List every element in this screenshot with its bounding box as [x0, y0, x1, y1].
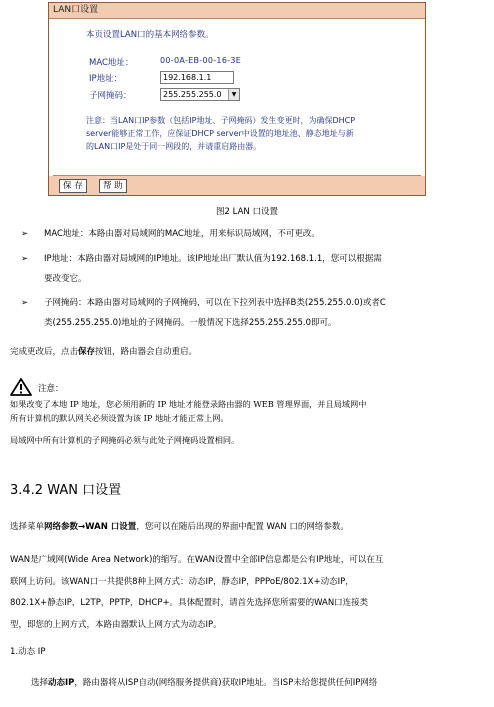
note-line: server能够正常工作，应保证DHCP server中设置的地址池、静态地址与新 [86, 129, 354, 138]
warning-line: 如果改变了本地 IP 地址，您必须用新的 IP 地址才能登录路由器的 WEB 管理界面，并且局域网中 [10, 399, 367, 409]
bold-text: 网络参数 [44, 522, 79, 532]
ip-label: IP地址： [89, 74, 123, 84]
warning-line: 所有计算机的默认网关必须设置为该 IP 地址才能正常上网。 [10, 412, 229, 423]
dynamic-ip-paragraph [31, 673, 491, 693]
bullet-mac [44, 224, 472, 244]
bullet-line: IP地址：本路由器对局域网的IP地址。该IP地址出厂默认值为192.168.1.1，您可以根据需 [44, 254, 382, 264]
bullet-line: 类(255.255.255.0)地址的子网掩码。一般情况下选择255.255.255.0即可。 [44, 318, 337, 328]
help-button[interactable]: 帮 助 [99, 179, 127, 193]
ip-address-input[interactable]: 192.168.1.1 [160, 71, 234, 84]
subnet-mask-label: 子网掩码： [89, 91, 132, 101]
text-span: 选择 [31, 678, 49, 688]
mac-value: 00-0A-EB-00-16-3E [160, 56, 242, 65]
warning-label: 注意： [38, 384, 64, 394]
arrow-text: → [78, 522, 86, 532]
wan-paragraph [10, 550, 480, 636]
bullet-marker: ➢ [21, 229, 29, 239]
text-span: ，路由器将从ISP自动(网络服务提供商)获取IP地址。当ISP未给您提供任何IP网络 [74, 678, 378, 688]
wan-line: 802.1X+静态IP，L2TP，PPTP，DHCP+。具体配置时，请首先选择您所需要的WAN口连接类 [10, 598, 369, 608]
text-span: ，您可以在随后出现的界面中配置 WAN 口的网络参数。 [136, 522, 349, 532]
save-button[interactable]: 保 存 [59, 179, 87, 193]
figure-caption: 图2 LAN 口设置 [216, 207, 278, 217]
bullet-line: 子网掩码：本路由器对局域网的子网掩码，可以在下拉列表中选择B类(255.255.0.0)或者C [44, 298, 386, 308]
panel-button-bar [49, 176, 425, 195]
mac-label: MAC地址： [89, 58, 134, 68]
warning-line: 局域网中所有计算机的子网掩码必须与此处子网掩码设置相同。 [10, 435, 240, 445]
text-span: 完成更改后，点击 [10, 347, 79, 357]
panel-title: LAN口设置 [49, 3, 425, 19]
panel-note [86, 114, 416, 153]
bullet-line: MAC地址：本路由器对局域网的MAC地址，用来标识局域网，不可更改。 [44, 229, 320, 239]
subnet-mask-value: 255.255.255.0 [163, 90, 222, 99]
dynamic-ip-heading: 1.动态 IP [10, 647, 46, 657]
bullet-line: 要改变它。 [44, 274, 87, 284]
bullet-mask [44, 293, 472, 333]
note-line: 注意：当LAN口IP参数（包括IP地址、子网掩码）发生变更时，为确保DHCP [86, 116, 356, 125]
section-heading: 3.4.2 WAN 口设置 [10, 483, 122, 498]
text-span: 选择菜单 [10, 522, 45, 532]
menu-paragraph [10, 517, 480, 537]
bold-text: 保存 [78, 347, 96, 357]
note-line: 的LAN口IP是处于同一网段的，并请重启路由器。 [86, 142, 262, 151]
wan-line: WAN是广域网(Wide Area Network)的缩写。在WAN设置中全部IP信息都是公有IP地址，可以在互 [10, 555, 384, 565]
panel-intro: 本页设置LAN口的基本网络参数。 [86, 30, 214, 40]
text-span: 按钮，路由器会自动重启。 [95, 347, 198, 357]
bullet-ip [44, 249, 472, 289]
warning-triangle-icon [10, 378, 32, 396]
chevron-down-icon[interactable]: ▼ [228, 89, 239, 100]
save-paragraph [10, 342, 480, 362]
wan-line: 型，即您的上网方式，本路由器默认上网方式为动态IP。 [10, 619, 222, 630]
bold-text: 动态IP [48, 678, 75, 688]
lan-settings-panel [48, 2, 426, 196]
wan-line: 联网上访问。该WAN口一共提供8种上网方式：动态IP，静态IP，PPPoE/802.1X+动态IP， [10, 576, 354, 587]
subnet-mask-select[interactable] [160, 88, 240, 101]
bullet-marker: ➢ [21, 298, 29, 308]
warning-text [10, 398, 480, 425]
bold-text: WAN 口设置 [85, 522, 137, 532]
bullet-marker: ➢ [21, 254, 29, 264]
